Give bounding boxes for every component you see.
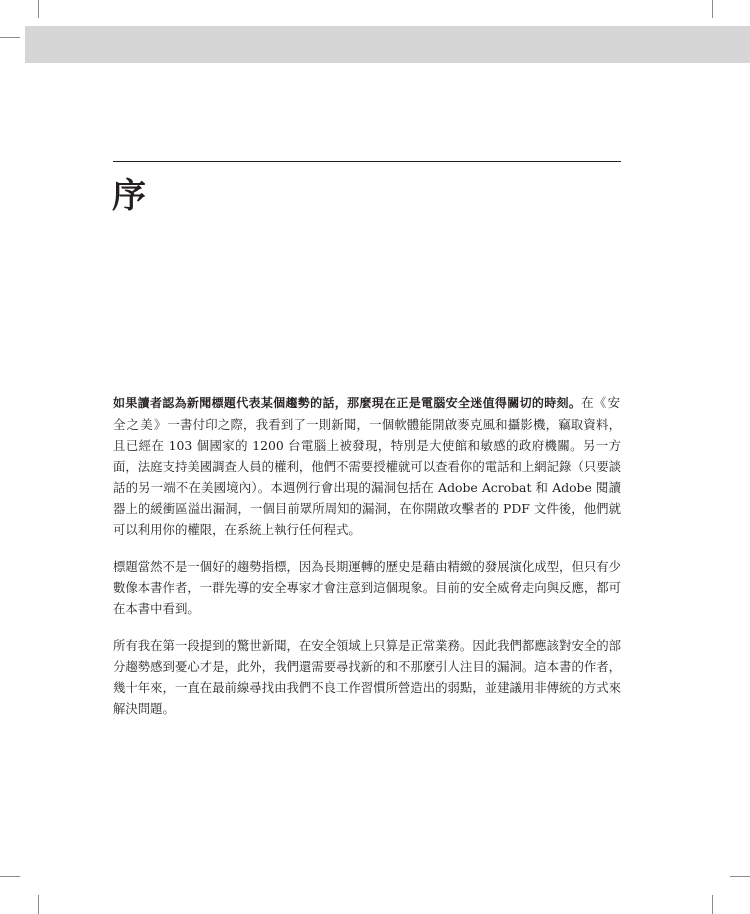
body-text: [113, 392, 621, 735]
lead-sentence: 如果讀者認為新聞標題代表某個趨勢的話，那麼現在正是電腦安全迷值得關切的時刻。: [113, 396, 582, 410]
paragraph-1: [113, 392, 621, 540]
paragraph-3: 所有我在第一段提到的驚世新聞，在安全領域上只算是正常業務。因此我們都應該對安全的部分趨勢感到憂心才是，此外，我們還需要尋找新的和不那麼引人注目的漏洞。這本書的作者，幾十年來，一直在最前線尋找由我們不良工作習慣所營造出的弱點，並建議用非傳統的方式來解決問題。: [113, 638, 622, 716]
crop-mark-top-right-vertical: [712, 0, 713, 18]
paragraph-1-rest: 一書付印之際，我看到了一則新聞，一個軟體能開啟麥克風和攝影機，竊取資料，且已經在 103 個國家的 1200 台電腦上被發現，特別是大使館和敏感的政府機關。另一方面，法庭支持美國調查人員的權利，他們不需要授權就可以查看你的電話和上網記錄（只要談話的另一端不在美國境內）。本週例行會出現的漏洞包括在 Adobe Acrobat 和 Adobe 閱讀器上的緩衝區溢出漏洞，一個目前眾所周知的漏洞，在你開啟攻擊者的 PDF 文件後，他們就可以利用你的權限，在系統上執行任何程式。: [113, 417, 622, 537]
crop-mark-top-left-vertical: [38, 0, 39, 18]
crop-mark-bottom-right-horizontal: [730, 876, 750, 877]
chapter-rule: [113, 161, 621, 162]
book-title: 《安全之美》: [113, 395, 622, 432]
crop-mark-bottom-left-vertical: [38, 895, 39, 914]
crop-mark-top-left-horizontal: [0, 37, 20, 38]
crop-mark-bottom-left-horizontal: [0, 876, 20, 877]
paragraph-1-connector: 在: [581, 395, 594, 410]
paragraph-2: 標題當然不是一個好的趨勢指標，因為長期運轉的歷史是藉由精緻的發展演化成型，但只有少數像本書作者，一群先導的安全專家才會注意到這個現象。目前的安全威脅走向與反應，都可在本書中看到。: [113, 559, 622, 616]
chapter-title: 序: [112, 176, 146, 216]
header-band: [25, 26, 750, 63]
crop-mark-bottom-right-vertical: [712, 895, 713, 914]
